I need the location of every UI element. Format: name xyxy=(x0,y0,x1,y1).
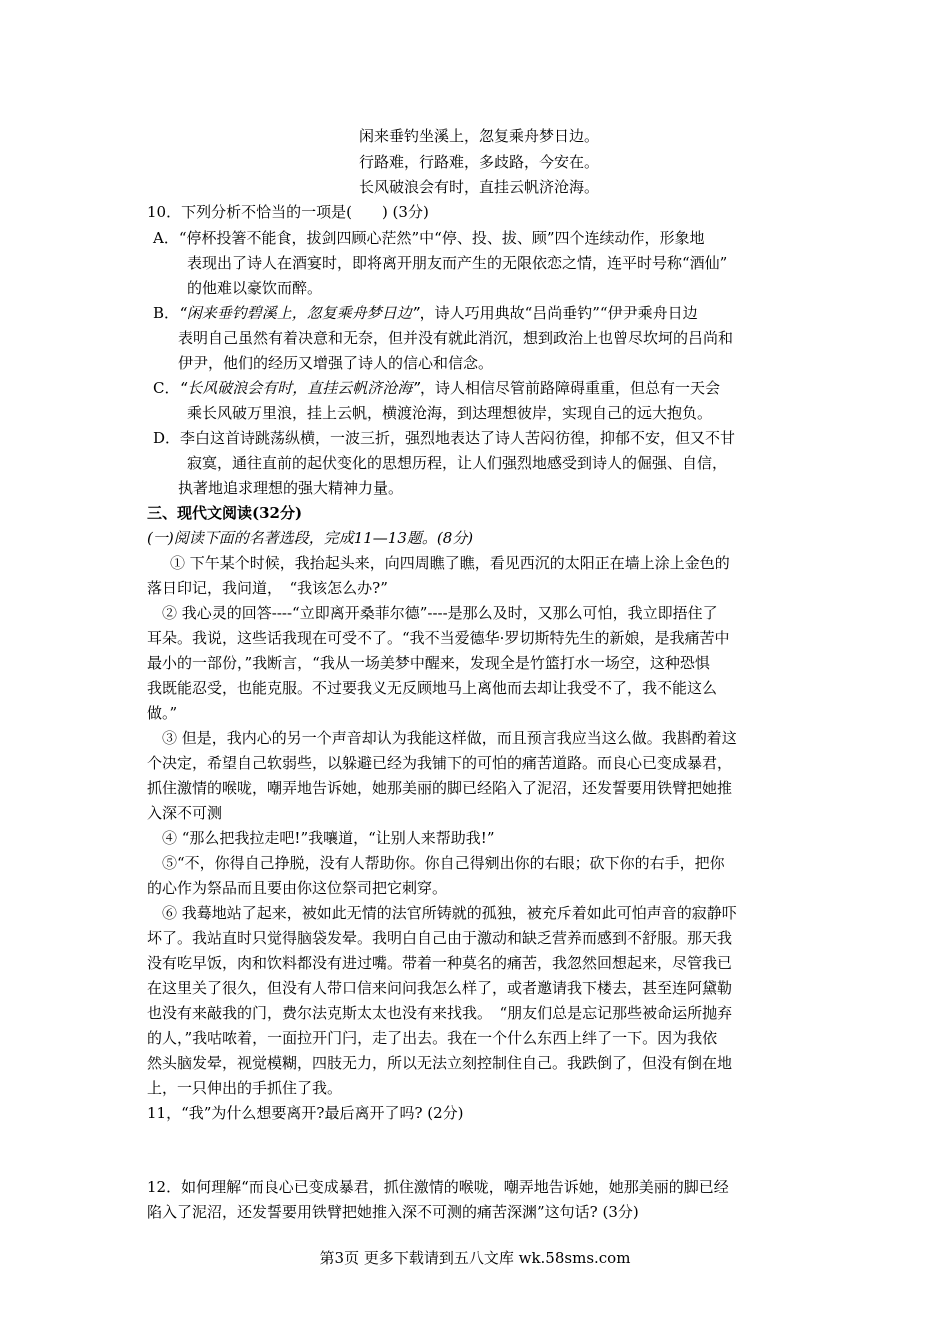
paragraph-1-line-2: 落日印记，我问道， “我该怎么办?” xyxy=(147,579,388,597)
paragraph-6-line-5: 也没有来敲我的门，费尔法克斯太太也没有来找我。 “朋友们总是忘记那些被命运所抛弃 xyxy=(147,1004,733,1022)
poem-line-2: 行路难，行路难，多歧路，今安在。 xyxy=(359,153,600,171)
paragraph-3-line-2: 个决定，希望自己软弱些，以躲避已经为我铺下的可怕的痛苦道路。而良心已变成暴君， xyxy=(147,754,733,772)
question-12-line-2: 陷入了泥沼，还发誓要用铁臂把她推入深不可测的痛苦深渊”这句话? (3分) xyxy=(147,1203,639,1221)
poem-line-1: 闲来垂钓坐溪上，忽复乘舟梦日边。 xyxy=(359,127,600,145)
paragraph-2-line-2: 耳朵。我说，这些话我现在可受不了。“我不当爱德华·罗切斯特先生的新娘，是我痛苦中 xyxy=(147,629,730,647)
paragraph-2-line-1: ② 我心灵的回答----“立即离开桑菲尔德”----是那么及时，又那么可怕，我立即捂住了 xyxy=(162,604,718,622)
paragraph-6-line-2: 坏了。我站直时只觉得脑袋发晕。我明白自己由于激动和缺乏营养而感到不舒服。那天我 xyxy=(147,929,733,947)
paragraph-5-line-1: ⑤“不，你得自己挣脱，没有人帮助你。你自己得剜出你的右眼；砍下你的右手，把你 xyxy=(162,854,725,872)
option-d-line-3: 执著地追求理想的强大精神力量。 xyxy=(178,479,404,497)
paragraph-6-line-3: 没有吃早饭，肉和饮料都没有进过嘴。带着一种莫名的痛苦，我忽然回想起来，尽管我已 xyxy=(147,954,733,972)
paragraph-2-line-5: 做。” xyxy=(147,704,178,722)
option-a-line-3: 的他难以豪饮而醉。 xyxy=(187,279,323,297)
option-b-quote: “闲来垂钓碧溪上，忽复乘舟梦日边” xyxy=(179,304,420,322)
page-footer: 第3页 更多下载请到五八文库 wk.58sms.com xyxy=(319,1249,631,1267)
option-c-rest: ，诗人相信尽管前路障碍重重，但总有一天会 xyxy=(420,379,721,397)
option-c-quote: “长风破浪会有时，直挂云帆济沧海” xyxy=(179,379,421,397)
paragraph-6-line-8: 上，一只伸出的手抓住了我。 xyxy=(147,1079,343,1097)
paragraph-6-line-1: ⑥ 我蓦地站了起来，被如此无情的法官所铸就的孤独，被充斥着如此可怕声音的寂静吓 xyxy=(162,904,737,922)
paragraph-3-line-4: 入深不可测 xyxy=(147,804,223,822)
option-d-line-2: 寂寞，通往直前的起伏变化的思想历程，让人们强烈地感受到诗人的倔强、自信， xyxy=(187,454,728,472)
section-3-subtitle: (一)阅读下面的名著选段，完成11—13题。(8分) xyxy=(147,529,474,547)
option-d-line-1: D．李白这首诗跳荡纵横，一波三折，强烈地表达了诗人苦闷彷徨，抑郁不安，但又不甘 xyxy=(153,429,736,447)
question-10-stem: 10．下列分析不恰当的一项是( ) (3分) xyxy=(147,203,429,221)
option-b-line-1 xyxy=(153,301,698,325)
question-12-line-1: 12．如何理解“而良心已变成暴君，抓住激情的喉咙，嘲弄地告诉她，她那美丽的脚已经 xyxy=(147,1178,729,1196)
question-11: 11，“我”为什么想要离开?最后离开了吗? (2分) xyxy=(147,1104,464,1122)
paragraph-1-line-1: ① 下午某个时候，我抬起头来，向四周瞧了瞧，看见西沉的太阳正在墙上涂上金色的 xyxy=(170,554,730,572)
paragraph-3-line-3: 抓住激情的喉咙，嘲弄地告诉她，她那美丽的脚已经陷入了泥沼，还发誓要用铁臂把她推 xyxy=(147,779,733,797)
option-b-rest: ，诗人巧用典故“吕尚垂钓”“伊尹乘舟日边 xyxy=(419,304,698,322)
paragraph-4-line-1: ④ “那么把我拉走吧!”我嚷道，“让别人来帮助我!” xyxy=(162,829,495,847)
option-c-line-2: 乘长风破万里浪，挂上云帆，横渡沧海，到达理想彼岸，实现自己的远大抱负。 xyxy=(187,404,713,422)
paragraph-5-line-2: 的心作为祭品而且要由你这位祭司把它刺穿。 xyxy=(147,879,448,897)
section-3-title: 三、现代文阅读(32分) xyxy=(147,504,303,522)
poem-line-3: 长风破浪会有时，直挂云帆济沧海。 xyxy=(359,178,600,196)
paragraph-6-line-7: 然头脑发晕，视觉模糊，四肢无力，所以无法立刻控制住自己。我跌倒了，但没有倒在地 xyxy=(147,1054,733,1072)
paragraph-6-line-6: 的人，”我咕哝着，一面拉开门闩，走了出去。我在一个什么东西上绊了一下。因为我依 xyxy=(147,1029,718,1047)
option-b-prefix: B． xyxy=(153,304,180,322)
option-c-line-1 xyxy=(153,376,720,400)
option-b-line-3: 伊尹，他们的经历又增强了诗人的信心和信念。 xyxy=(178,354,494,372)
paragraph-6-line-4: 在这里关了很久，但没有人带口信来问问我怎么样了，或者邀请我下楼去，甚至连阿黛勒 xyxy=(147,979,733,997)
paragraph-2-line-3: 最小的一部份，”我断言，“我从一场美梦中醒来，发现全是竹篮打水一场空，这种恐惧 xyxy=(147,654,710,672)
option-a-line-1: A．“停杯投箸不能食，拔剑四顾心茫然”中“停、投、拔、顾”四个连续动作，形象地 xyxy=(153,229,705,247)
paragraph-2-line-4: 我既能忍受，也能克服。不过要我义无反顾地马上离他而去却让我受不了，我不能这么 xyxy=(147,679,718,697)
option-a-line-2: 表现出了诗人在酒宴时，即将离开朋友而产生的无限依恋之情，连平时号称“酒仙” xyxy=(187,254,728,272)
paragraph-3-line-1: ③ 但是，我内心的另一个声音却认为我能这样做，而且预言我应当这么做。我斟酌着这 xyxy=(162,729,737,747)
option-b-line-2: 表明自己虽然有着决意和无奈，但并没有就此消沉，想到政治上也曾尽坎坷的吕尚和 xyxy=(178,329,734,347)
option-c-prefix: C． xyxy=(153,379,180,397)
